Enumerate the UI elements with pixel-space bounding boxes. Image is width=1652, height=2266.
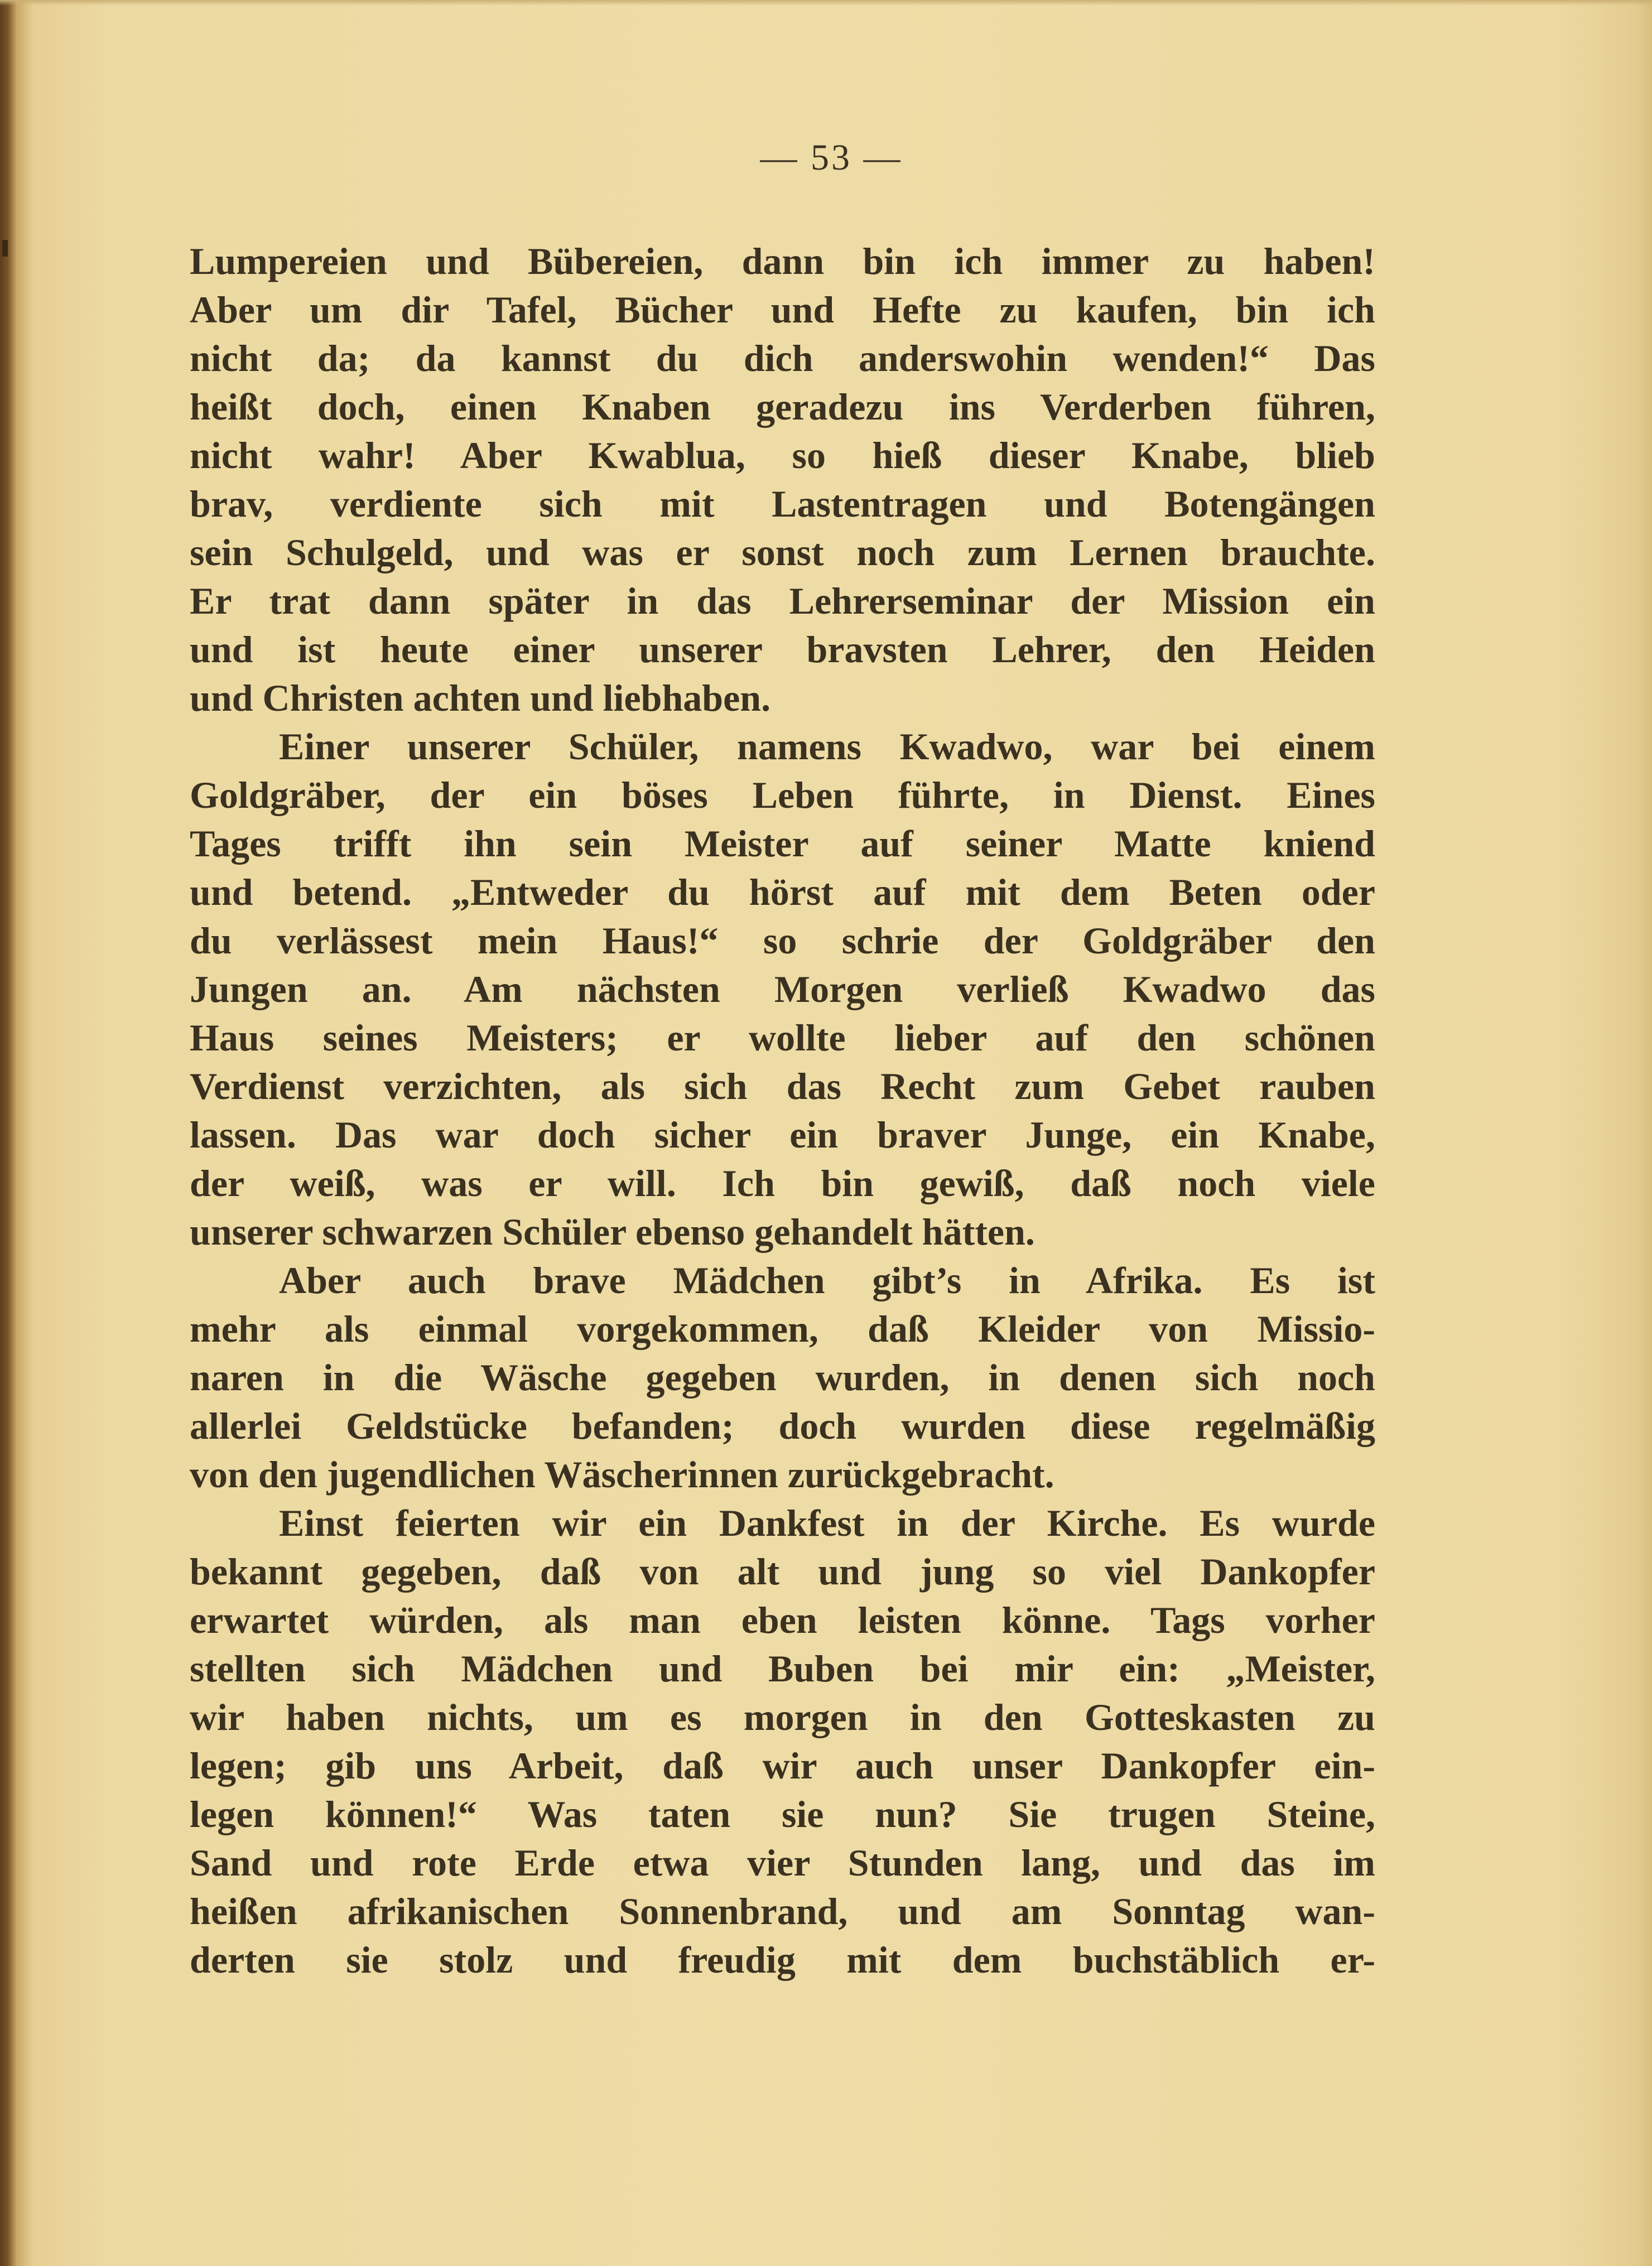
text-line: Einer unserer Schüler, namens Kwadwo, war bei einem xyxy=(279,725,1375,768)
text-line: unserer schwarzen Schüler ebenso gehandelt hätten. xyxy=(190,1211,1035,1253)
text-line: derten sie stolz und freudig mit dem buchstäblich er- xyxy=(190,1939,1375,1981)
text-line: Verdienst verzichten, als sich das Recht zum Gebet rauben xyxy=(190,1065,1375,1107)
text-line: Haus seines Meisters; er wollte lieber auf den schönen xyxy=(190,1016,1375,1059)
text-line: du verlässest mein Haus!“ so schrie der Goldgräber den xyxy=(190,919,1375,962)
text-line: Tages trifft ihn sein Meister auf seiner Matte kniend xyxy=(190,822,1375,865)
page-number: — 53 — xyxy=(760,137,903,178)
binding-mark xyxy=(2,240,8,257)
text-line: heißt doch, einen Knaben geradezu ins Verderben führen, xyxy=(190,385,1375,428)
text-line: Goldgräber, der ein böses Leben führte, in Dienst. Eines xyxy=(190,774,1375,816)
text-line: wir haben nichts, um es morgen in den Gotteskasten zu xyxy=(190,1696,1375,1738)
text-line: Aber um dir Tafel, Bücher und Hefte zu kaufen, bin ich xyxy=(190,288,1375,331)
text-line: nicht wahr! Aber Kwablua, so hieß dieser Knabe, blieb xyxy=(190,434,1375,476)
text-line: nicht da; da kannst du dich anderswohin wenden!“ Das xyxy=(190,337,1375,379)
text-line: von den jugendlichen Wäscherinnen zurückgebracht. xyxy=(190,1453,1054,1496)
text-line: legen; gib uns Arbeit, daß wir auch unser Dankopfer ein- xyxy=(190,1744,1375,1787)
page-top-edge xyxy=(0,0,1652,6)
text-line: brav, verdiente sich mit Lastentragen und Botengängen xyxy=(190,483,1375,525)
text-line: sein Schulgeld, und was er sonst noch zum Lernen brauchte. xyxy=(190,531,1375,573)
text-line: allerlei Geldstücke befanden; doch wurden diese regelmäßig xyxy=(190,1405,1375,1447)
text-line: Er trat dann später in das Lehrerseminar der Mission ein xyxy=(190,580,1375,622)
text-line: naren in die Wäsche gegeben wurden, in denen sich noch xyxy=(190,1356,1375,1399)
text-line: legen können!“ Was taten sie nun? Sie trugen Steine, xyxy=(190,1793,1375,1835)
text-line: Jungen an. Am nächsten Morgen verließ Kwadwo das xyxy=(190,968,1375,1010)
text-line: lassen. Das war doch sicher ein braver Junge, ein Knabe, xyxy=(190,1113,1375,1156)
text-line: und ist heute einer unserer bravsten Lehrer, den Heiden xyxy=(190,628,1375,671)
text-line: Einst feierten wir ein Dankfest in der Kirche. Es wurde xyxy=(279,1502,1375,1544)
text-line: der weiß, was er will. Ich bin gewiß, daß noch viele xyxy=(190,1162,1375,1204)
text-line: und betend. „Entweder du hörst auf mit dem Beten oder xyxy=(190,871,1375,913)
text-line: heißen afrikanischen Sonnenbrand, und am Sonntag wan- xyxy=(190,1890,1375,1932)
text-line: stellten sich Mädchen und Buben bei mir ein: „Meister, xyxy=(190,1647,1375,1690)
text-line: bekannt gegeben, daß von alt und jung so viel Dankopfer xyxy=(190,1550,1375,1593)
text-line: und Christen achten und liebhaben. xyxy=(190,677,771,719)
text-line: erwartet würden, als man eben leisten könne. Tags vorher xyxy=(190,1599,1375,1641)
text-line: mehr als einmal vorgekommen, daß Kleider von Missio- xyxy=(190,1308,1375,1350)
text-line: Sand und rote Erde etwa vier Stunden lang, und das im xyxy=(190,1841,1375,1884)
text-line: Lumpereien und Bübereien, dann bin ich immer zu haben! xyxy=(190,240,1375,282)
text-line: Aber auch brave Mädchen gibt’s in Afrika. Es ist xyxy=(279,1259,1375,1301)
body-text xyxy=(190,237,1375,1984)
